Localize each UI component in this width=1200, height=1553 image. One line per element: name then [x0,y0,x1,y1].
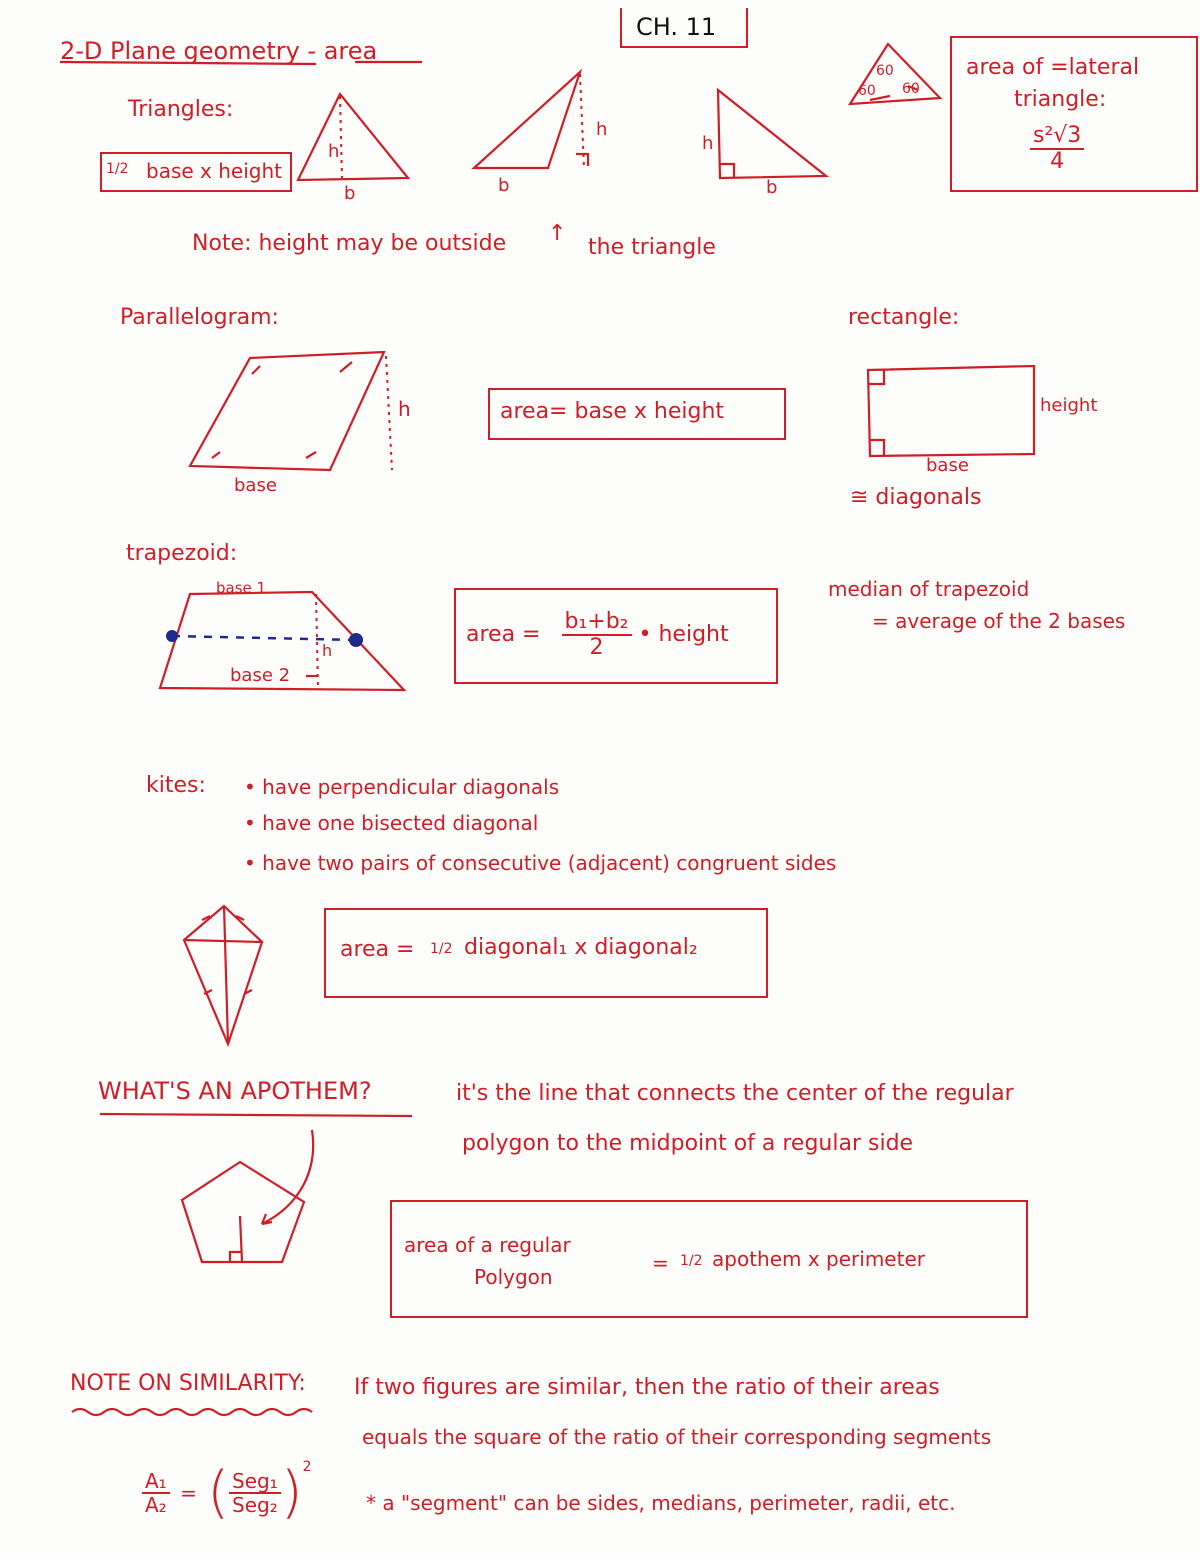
seg-1-label: Seg₁ [229,1470,281,1494]
page-title: 2-D Plane geometry - area [60,37,378,65]
apothem-heading: WHAT'S AN APOTHEM? [98,1077,372,1105]
kites-bullet-3-text: have two pairs of consecutive (adjacent) congruent sides [262,851,837,875]
trapezoid-median-line1: median of trapezoid [828,577,1030,601]
triangle3-b-label: b [766,177,778,198]
triangle2-h-label: h [596,119,608,140]
triangle-formula-text: base x height [146,159,282,183]
similarity-eq: = [180,1480,197,1505]
parallelogram-base-label: base [234,475,277,496]
polygon-formula-eq: = [652,1251,669,1275]
polygon-formula-line2: Polygon [474,1265,553,1289]
eq-angle-right: 60 [902,81,920,97]
parallelogram-heading: Parallelogram: [120,305,279,330]
parallelogram-h-label: h [398,397,411,421]
rectangle-heading: rectangle: [848,305,960,330]
arrow-up-icon: ↑ [548,221,567,246]
similarity-exponent: 2 [302,1459,312,1475]
similarity-line1: If two figures are similar, then the ratio of their areas [354,1375,940,1400]
eq-angle-left: 60 [858,83,876,99]
close-paren: ) [280,1460,303,1525]
triangle-formula-half: 1/2 [106,161,129,177]
polygon-formula-line1: area of a regular [404,1233,571,1257]
triangle2-b-label: b [498,175,510,196]
kites-bullet-1: • have perpendicular diagonals [244,775,560,799]
equilateral-line1: area of =lateral [966,55,1140,80]
similarity-line2: equals the square of the ratio of their corresponding segments [362,1425,992,1449]
triangle-note-end: the triangle [588,235,716,260]
triangles-heading: Triangles: [128,97,234,122]
similarity-heading: NOTE ON SIMILARITY: [70,1371,306,1396]
kites-heading: kites: [146,773,206,798]
polygon-formula-half: 1/2 [680,1253,703,1269]
kite-formula-text: diagonal₁ x diagonal₂ [464,935,698,960]
equilateral-num: s²√3 [1030,124,1084,150]
equilateral-line2: triangle: [1014,87,1107,112]
seg-2-label: Seg₂ [232,1492,278,1517]
trapezoid-base2-label: base 2 [230,665,291,686]
kite-formula-half: 1/2 [430,941,453,957]
trapezoid-formula-suffix: • height [638,622,729,648]
trapezoid-base1-label: base 1 [216,579,267,597]
rectangle-base-label: base [926,455,969,476]
apothem-line1: it's the line that connects the center of the regular [456,1081,1014,1106]
rectangle-note: ≅ diagonals [850,485,982,510]
trapezoid-median-line2: = average of the 2 bases [872,609,1126,633]
triangle1-b-label: b [344,183,356,204]
kite-formula-prefix: area = [340,937,415,962]
kites-bullet-2: • have one bisected diagonal [244,811,539,835]
trapezoid-formula-num: b₁+b₂ [562,610,632,636]
open-paren: ( [207,1460,230,1525]
triangle3-h-label: h [702,133,714,154]
triangle1-h-label: h [328,141,340,162]
similarity-formula [142,1459,312,1525]
kites-bullet-2-text: have one bisected diagonal [262,811,539,835]
parallelogram-formula: area= base x height [500,399,725,424]
rectangle-height-label: height [1040,395,1098,416]
trapezoid-h-label: h [322,641,333,660]
kites-bullet-3: • have two pairs of consecutive (adjacent) congruent sides [244,851,837,875]
eq-angle-top: 60 [876,63,894,79]
area-2-label: A₂ [145,1492,167,1517]
polygon-formula-text: apothem x perimeter [712,1247,925,1271]
kites-bullet-1-text: have perpendicular diagonals [262,775,560,799]
chapter-label: CH. 11 [636,13,717,41]
trapezoid-formula-den: 2 [589,635,604,661]
trapezoid-heading: trapezoid: [126,541,238,566]
apothem-line2: polygon to the midpoint of a regular side [462,1131,914,1156]
equilateral-den: 4 [1050,149,1065,175]
similarity-note: * a "segment" can be sides, medians, perimeter, radii, etc. [366,1491,956,1515]
triangle-note: Note: height may be outside [192,231,507,256]
trapezoid-formula-prefix: area = [466,622,541,648]
area-1-label: A₁ [142,1470,170,1494]
